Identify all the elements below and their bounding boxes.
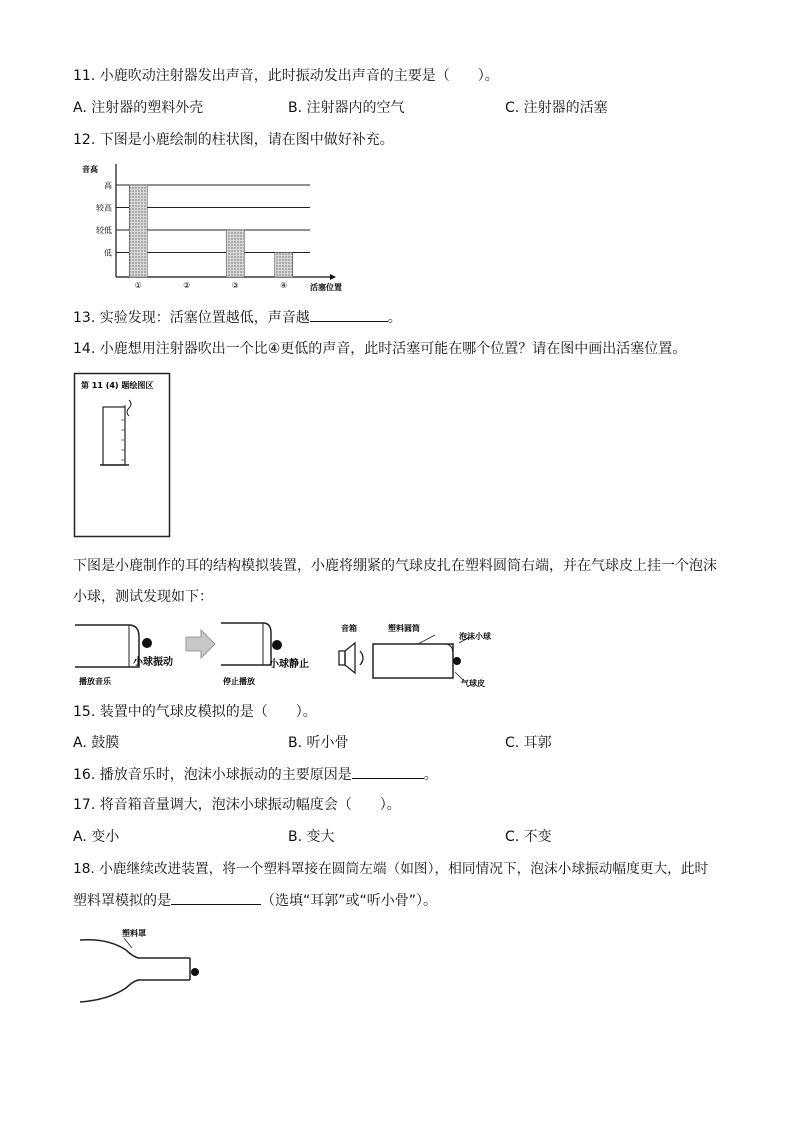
bar — [275, 253, 293, 278]
y-tick-label: 较低 — [96, 226, 112, 235]
y-axis-title: 音高 — [82, 165, 98, 174]
q15-stem: 15. 装置中的气球皮模拟的是（ ）。 — [73, 704, 317, 720]
q18-line-1: 18. 小鹿继续改进装置，将一个塑料罩接在圆筒左端（如图），相同情况下，泡沫小球振动幅度更大，此时 — [73, 861, 709, 877]
q13-period: 。 — [387, 310, 402, 326]
x-tick-label: ④ — [280, 281, 288, 290]
q16-answer-blank[interactable] — [352, 764, 424, 779]
ear-model-figure — [73, 617, 518, 696]
q14-stem: 14. 小鹿想用注射器吹出一个比④更低的声音，此时活塞可能在哪个位置？请在图中画出活塞位置。 — [73, 341, 687, 357]
q13-text: 13. 实验发现：活塞位置越低，声音越 — [73, 310, 310, 326]
foam-ball — [191, 968, 199, 976]
foam-ball-vibrating — [142, 638, 152, 648]
q18-choices: （选填“耳郭”或“听小骨”）。 — [261, 893, 438, 909]
label-ball-vibrate: 小球振动 — [133, 657, 173, 668]
foam-ball-still — [272, 640, 282, 650]
q17-option-b: B. 变大 — [288, 829, 335, 845]
q18-line-2 — [73, 890, 437, 911]
label-plastic-cover: 塑料罩 — [122, 929, 146, 938]
q14-drawing-area[interactable] — [73, 372, 173, 544]
label-stop-play: 停止播放 — [223, 677, 255, 686]
q11-option-b: B. 注射器内的空气 — [288, 100, 405, 116]
speaker-icon — [339, 643, 363, 673]
x-axis-arrow — [330, 274, 336, 280]
intro-line-2: 小球，测试发现如下： — [73, 589, 213, 605]
q16-period: 。 — [423, 767, 438, 783]
q11-option-c: C. 注射器的活塞 — [505, 100, 608, 116]
plastic-cover-figure — [78, 924, 208, 1010]
pitch-bar-chart — [78, 160, 368, 299]
drawing-area-frame — [75, 374, 170, 537]
q11-option-a: A. 注射器的塑料外壳 — [73, 100, 204, 116]
label-speaker: 音箱 — [341, 624, 357, 633]
q12-stem: 12. 下图是小鹿绘制的柱状图，请在图中做好补充。 — [73, 132, 394, 148]
foam-ball — [453, 657, 461, 665]
x-tick-label: ① — [134, 281, 142, 290]
drawing-area-title: 第 11 (4) 题绘图区 — [81, 381, 154, 390]
q16-text: 16. 播放音乐时，泡沫小球振动的主要原因是 — [73, 767, 352, 783]
q11-stem: 11. 小鹿吹动注射器发出声音，此时振动发出声音的主要是（ ）。 — [73, 68, 499, 84]
intro-line-1: 下图是小鹿制作的耳的结构模拟装置，小鹿将绷紧的气球皮扎在塑料圆筒右端，并在气球皮上挂一个泡沫 — [73, 558, 717, 574]
q15-option-c: C. 耳郭 — [505, 735, 552, 751]
bar — [129, 185, 147, 277]
q17-stem: 17. 将音箱音量调大，泡沫小球振动幅度会（ ）。 — [73, 797, 401, 813]
y-tick-label: 较高 — [96, 203, 112, 213]
label-balloon-skin: 气球皮 — [461, 679, 485, 688]
label-play-music: 播放音乐 — [79, 677, 111, 686]
q18-text: 塑料罩模拟的是 — [73, 893, 171, 909]
q13-line — [73, 307, 402, 328]
q15-option-a: A. 鼓膜 — [73, 735, 120, 751]
y-tick-label: 低 — [104, 248, 112, 258]
q16-line — [73, 764, 438, 785]
x-tick-label: ③ — [231, 281, 239, 290]
chart-svg — [78, 160, 368, 295]
q15-option-b: B. 听小骨 — [288, 735, 349, 751]
q17-option-c: C. 不变 — [505, 829, 552, 845]
q17-option-a: A. 变小 — [73, 829, 120, 845]
q18-answer-blank[interactable] — [171, 890, 261, 905]
x-axis-title: 活塞位置 — [310, 283, 342, 292]
label-ball-still: 小球静止 — [269, 659, 309, 670]
transition-arrow-icon — [186, 630, 215, 658]
y-tick-label: 高 — [104, 181, 112, 190]
label-foam-ball: 泡沫小球 — [459, 632, 491, 641]
bar — [226, 230, 244, 277]
q13-answer-blank[interactable] — [310, 307, 388, 322]
syringe-figure — [100, 400, 131, 465]
label-tube: 塑料圆筒 — [388, 624, 420, 633]
tube-with-balloon — [373, 635, 470, 680]
x-tick-label: ② — [183, 281, 191, 290]
